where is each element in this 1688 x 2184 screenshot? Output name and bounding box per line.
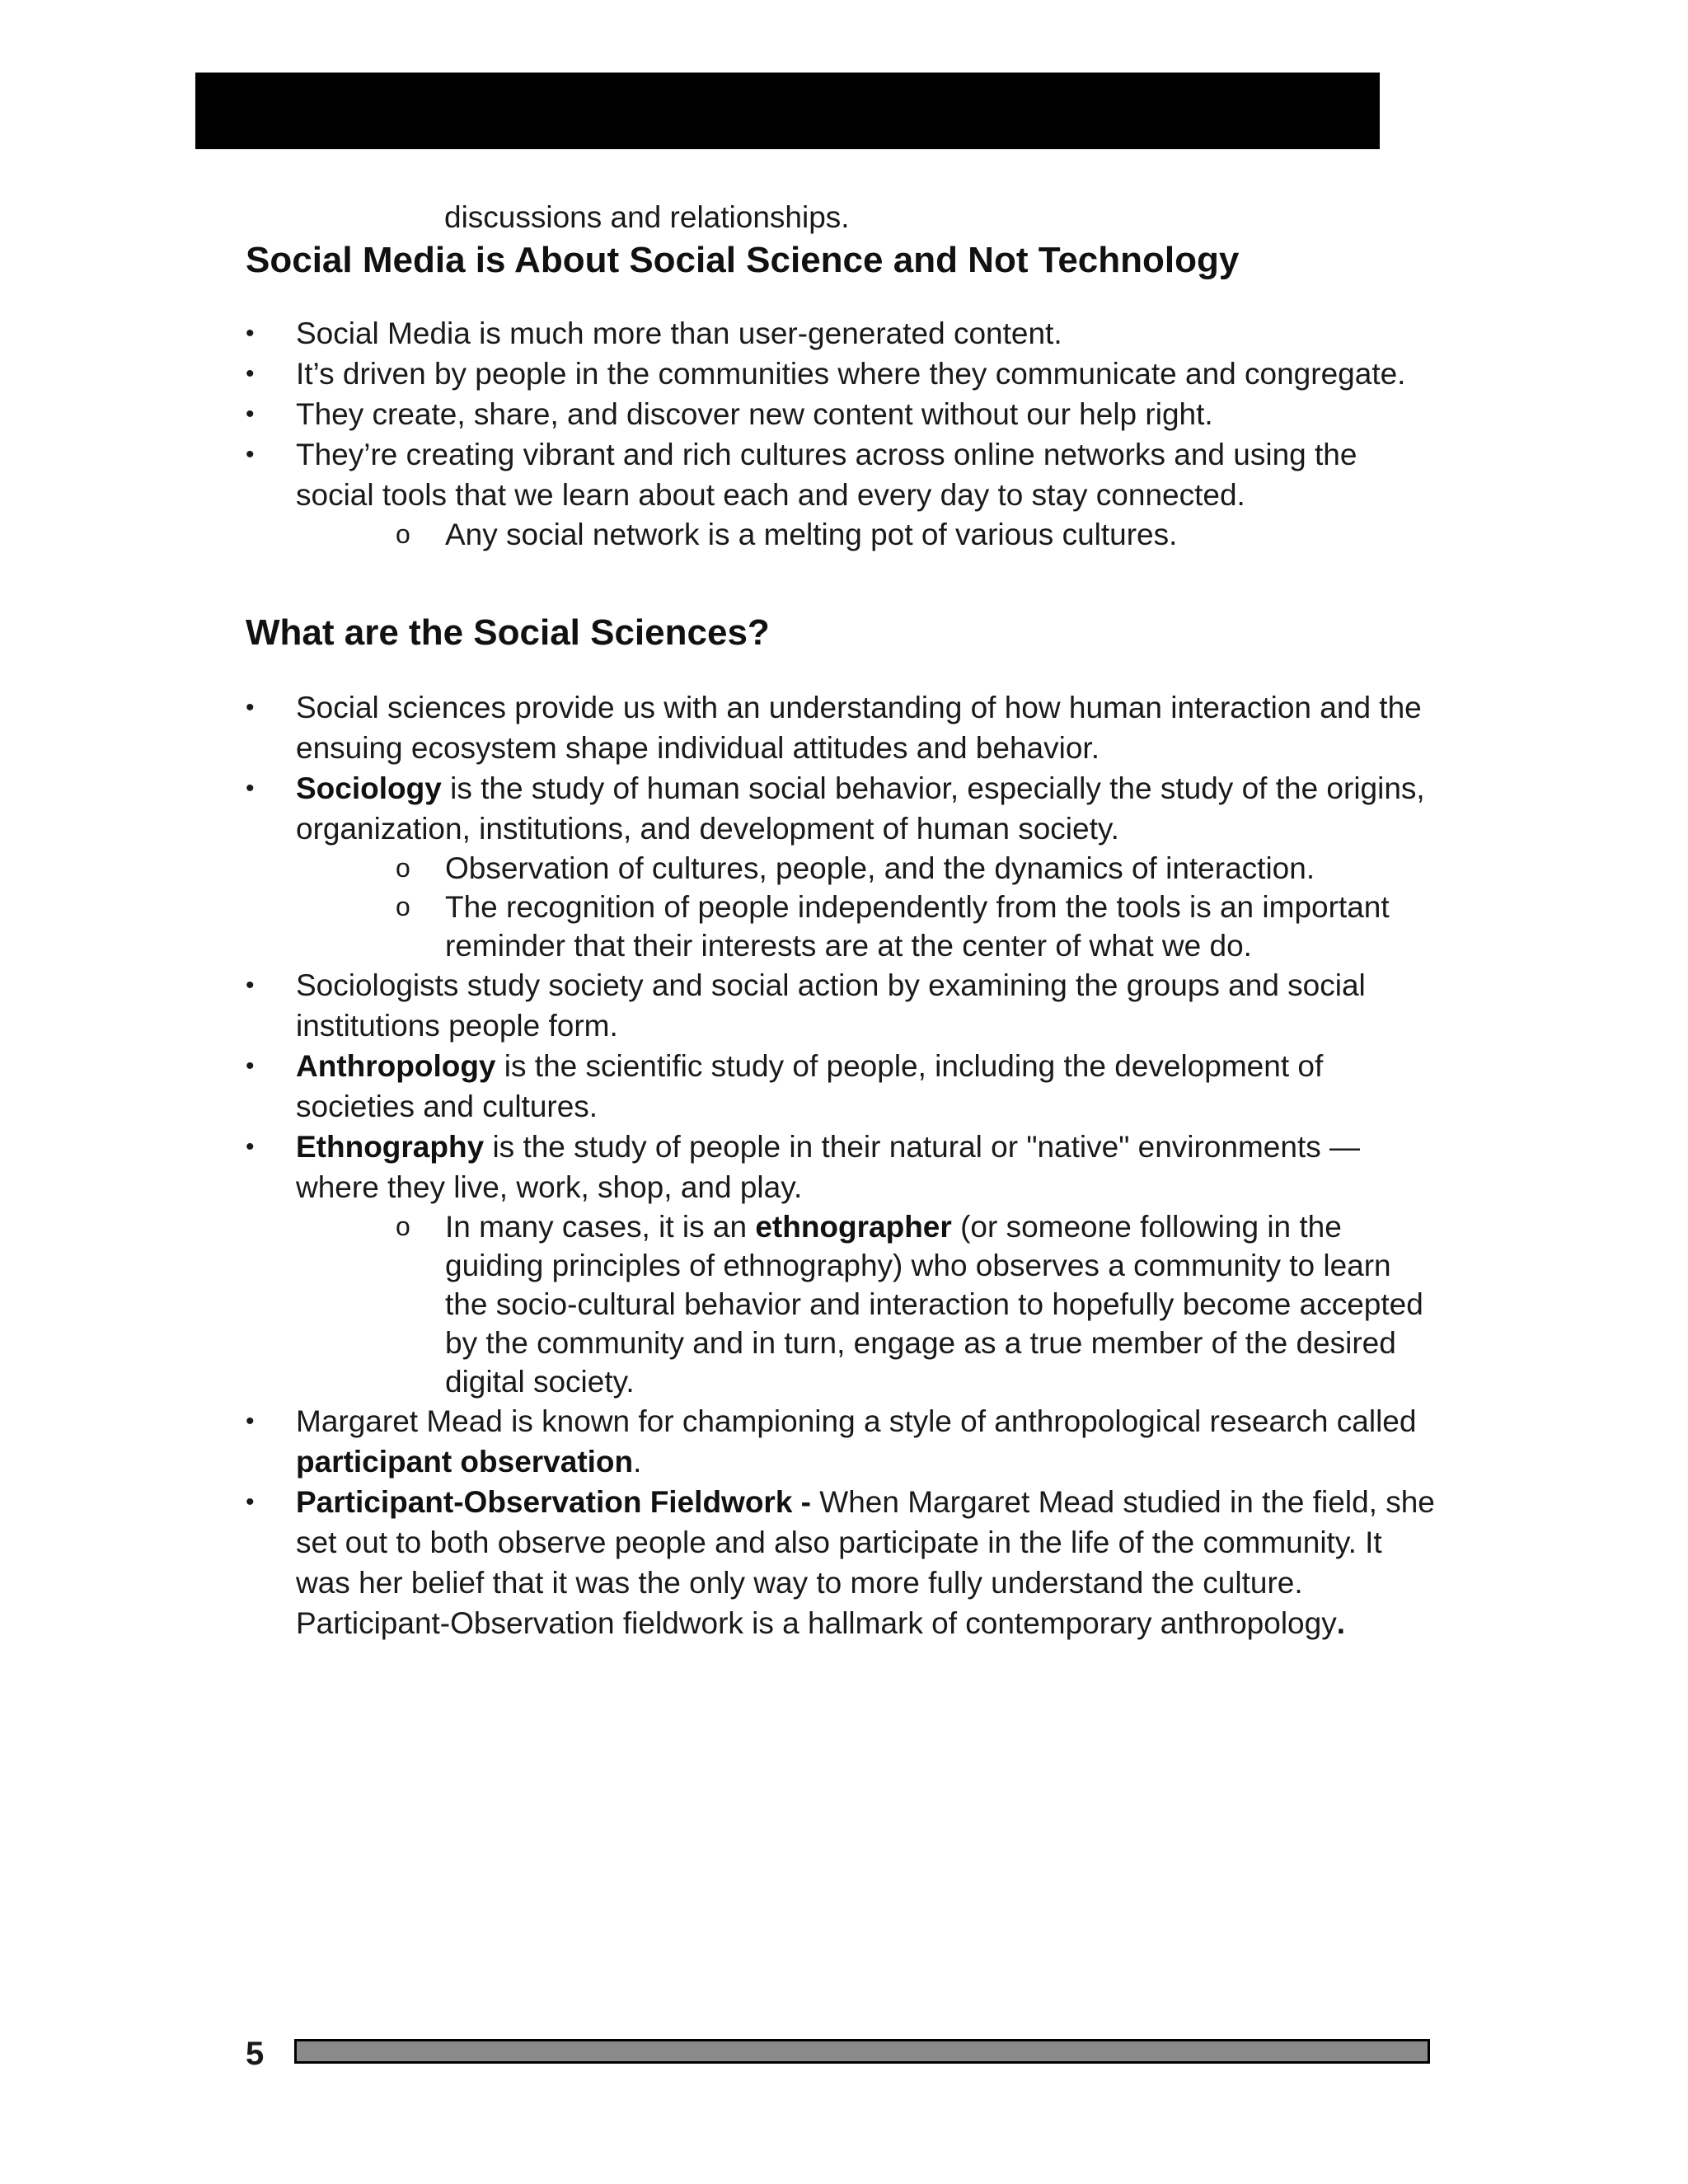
list-item: • Ethnography is the study of people in their natural or "native" environments —where they live, work, shop, and play. o In many cases, it is an ethnographer (or someone following in the guiding principles of ethnography) who observes a community to learn the socio-cultural behavior and interaction to hopefully become accepted by the community and in turn, engage as a true member of the desired digital society. [246,1127,1441,1401]
term-ethnographer: ethnographer [755,1210,952,1244]
list-item: • Participant-Observation Fieldwork - When Margaret Mead studied in the field, she set out to both observe people and also participate in the life of the community. It was her belief that it was the only way to more fully understand the culture. Participant-Observation fieldwork is a hallmark of contemporary anthropology. [246,1482,1441,1643]
bullet-icon: • [246,1052,255,1080]
term-participant-observation-fieldwork: Participant-Observation Fieldwork - [296,1485,812,1519]
bullet-icon: • [246,401,255,428]
section1-bullet-list [246,313,1441,554]
list-item: • It’s driven by people in the communities where they communicate and congregate. [246,354,1441,394]
sub-list [296,849,1441,965]
term-sociology: Sociology [296,771,442,805]
sub-list [296,515,1441,554]
list-item: • They create, share, and discover new content without our help right. [246,394,1441,434]
section2-bullet-list [246,687,1441,1643]
sub-list [296,1207,1441,1401]
bullet-icon: • [246,360,255,387]
page-number: 5 [246,2036,265,2072]
bullet-icon: • [246,694,255,721]
sub-bullet-icon: o [396,853,410,883]
list-item: • Social sciences provide us with an understanding of how human interaction and the ensuing ecosystem shape individual attitudes and behavior. [246,687,1441,768]
list-item: • Sociologists study society and social action by examining the groups and social institutions people form. [246,965,1441,1046]
list-item: • Sociology is the study of human social behavior, especially the study of the origins, organization, institutions, and development of human society. o Observation of cultures, people, and the dynamics of interaction. o The recognition of people independently from the tools is an important reminder that their interests are at the center of what we do. [246,768,1441,965]
term-anthropology: Anthropology [296,1049,496,1083]
bullet-icon: • [246,1408,255,1435]
list-item: • Social Media is much more than user-generated content. [246,313,1441,354]
bullet-icon: • [246,441,255,468]
term-participant-observation: participant observation [296,1445,634,1479]
sub-bullet-icon: o [396,1212,410,1241]
continuation-text: discussions and relationships. [444,200,850,234]
sub-list-item: o In many cases, it is an ethnographer (or someone following in the guiding principles of ethnography) who observes a community to learn the socio-cultural behavior and interaction to hopefully become accepted by the community and in turn, engage as a true member of the desired digital society. [296,1207,1441,1401]
header-bar [195,73,1380,149]
sub-list-item: o The recognition of people independently from the tools is an important reminder that their interests are at the center of what we do. [296,888,1441,965]
list-item: • Anthropology is the scientific study of people, including the development of societies and cultures. [246,1046,1441,1127]
list-item: • They’re creating vibrant and rich cultures across online networks and using the social tools that we learn about each and every day to stay connected. o Any social network is a melting pot of various cultures. [246,434,1441,554]
bullet-icon: • [246,1133,255,1160]
footer-bar [294,2039,1430,2064]
bullet-icon: • [246,1488,255,1516]
term-ethnography: Ethnography [296,1130,485,1164]
bullet-icon: • [246,320,255,347]
sub-list-item: o Any social network is a melting pot of various cultures. [296,515,1441,554]
bullet-icon: • [246,972,255,999]
list-item: • Margaret Mead is known for championing a style of anthropological research called participant observation. [246,1401,1441,1482]
bullet-icon: • [246,775,255,802]
section-heading-social-media: Social Media is About Social Science and Not Technology [246,240,1240,280]
sub-bullet-icon: o [396,892,410,921]
page-content [246,198,1441,1643]
sub-bullet-icon: o [396,519,410,549]
sub-list-item: o Observation of cultures, people, and the dynamics of interaction. [296,849,1441,888]
section-heading-social-sciences: What are the Social Sciences? [246,612,770,653]
